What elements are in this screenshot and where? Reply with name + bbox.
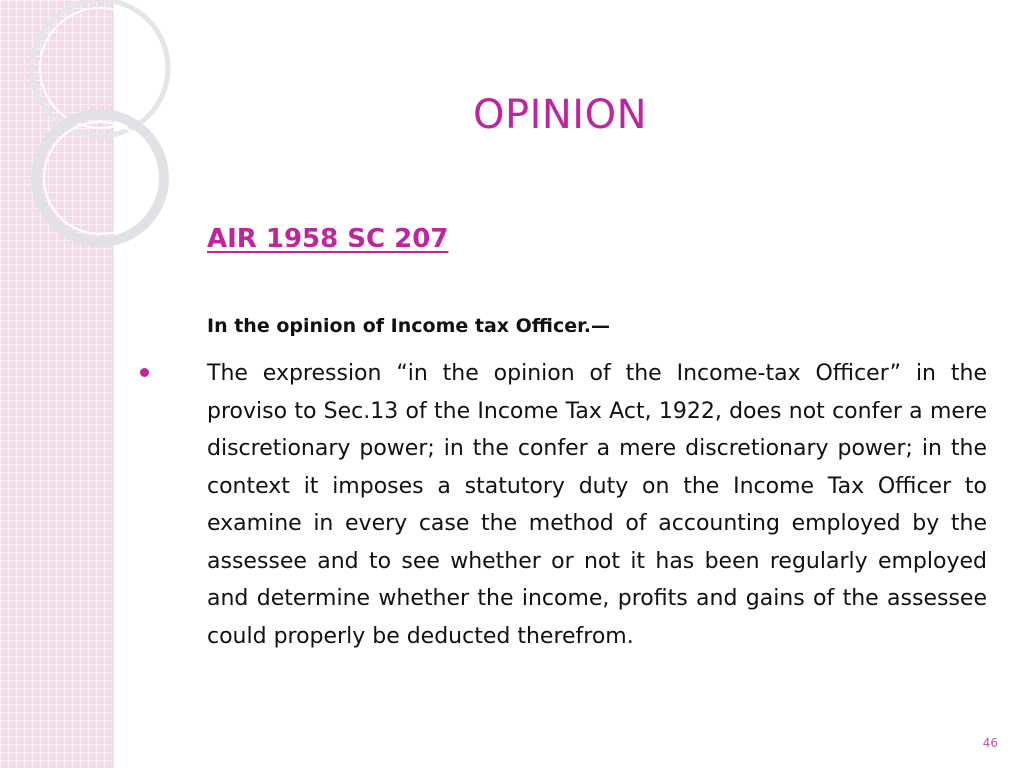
slide-title: OPINION bbox=[472, 92, 648, 138]
bullet-paragraph: The expression “in the opinion of the Income-tax Officer” in the proviso to Sec.13 of the Income Tax Act, 1922, does not confer a mere discretionary power; in the confer a mere discretionary power; in the context it imposes a statutory duty on the Income Tax Officer to examine in every case the method of accounting employed by the assessee and to see whether or not it has been regularly employed and determine whether the income, profits and gains of the assessee could properly be deducted therefrom. bbox=[207, 361, 987, 649]
decorative-ring-lower-inner bbox=[44, 122, 156, 234]
section-subheading: In the opinion of Income tax Officer.— bbox=[207, 315, 611, 337]
decorative-ring-lower bbox=[36, 114, 164, 242]
decorative-rings bbox=[0, 0, 200, 260]
case-citation: AIR 1958 SC 207 bbox=[207, 224, 449, 254]
page-number: 46 bbox=[982, 736, 998, 750]
bullet-dot-icon bbox=[140, 368, 149, 377]
